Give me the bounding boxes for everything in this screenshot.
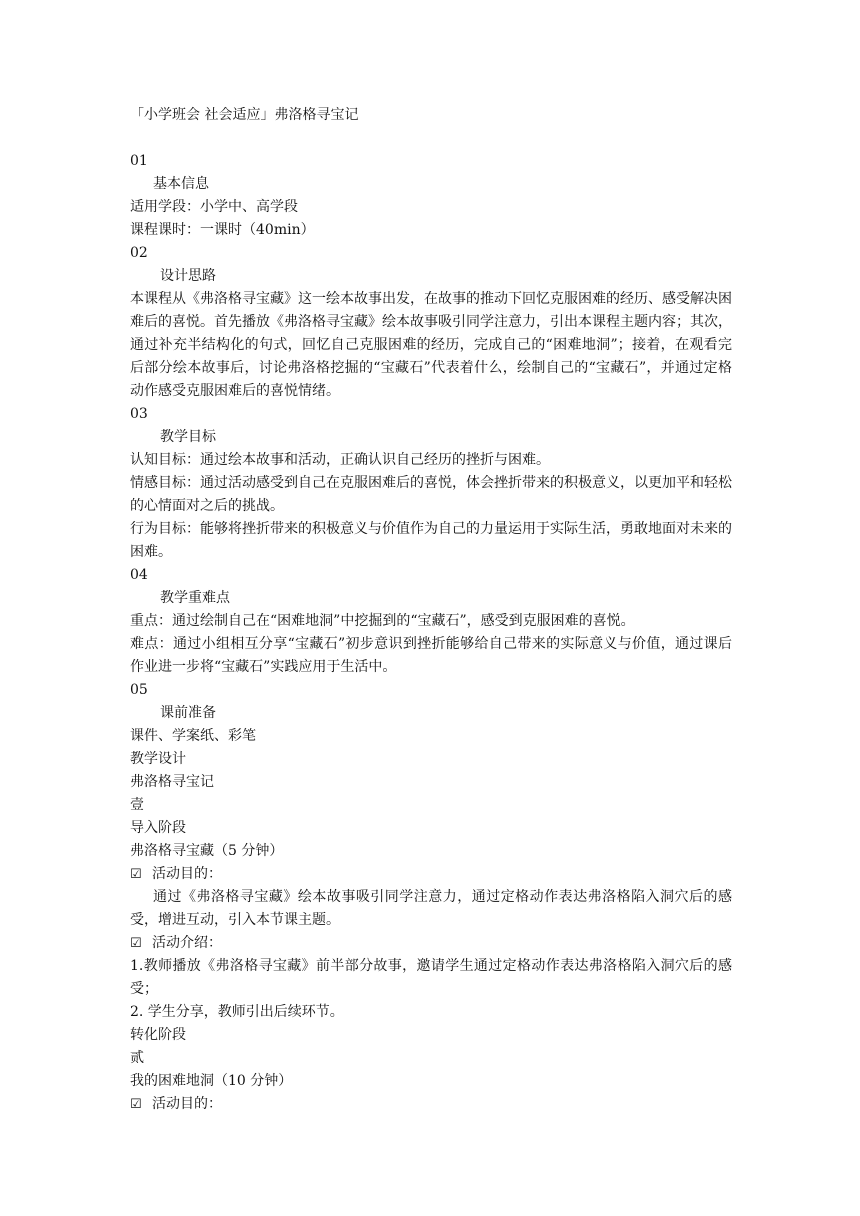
stage-2-activity: 我的困难地洞（10 分钟）	[130, 1073, 293, 1089]
stage-2-number: 贰	[130, 1050, 144, 1066]
stage-1-step-2: 2. 学生分享，教师引出后续环节。	[130, 1004, 344, 1020]
section-05-materials: 课件、学案纸、彩笔	[130, 728, 256, 744]
section-04-difficult-point: 难点：通过小组相互分享“宝藏石”初步意识到挫折能够给自己带来的实际意义与价值，通过课后作业进一步将“宝藏石”实践应用于生活中。	[130, 636, 732, 675]
section-03-number: 03	[130, 406, 148, 422]
section-01-line-2: 课程课时：一课时（40min）	[130, 222, 315, 238]
section-03-behavior-goal: 行为目标：能够将挫折带来的积极意义与价值作为自己的力量运用于实际生活，勇敢地面对未来的困难。	[130, 521, 732, 560]
section-03-cognitive-goal: 认知目标：通过绘本故事和活动，正确认识自己经历的挫折与困难。	[130, 452, 550, 468]
section-04-heading: 教学重难点	[160, 590, 230, 606]
section-01-heading: 基本信息	[153, 176, 209, 192]
section-03-heading: 教学目标	[160, 429, 216, 445]
stage-2-purpose-label-row	[130, 1093, 732, 1116]
section-02-heading: 设计思路	[160, 268, 216, 284]
section-02-number: 02	[130, 245, 148, 261]
stage-1-purpose-label: 活动目的：	[152, 866, 222, 882]
stage-2-purpose-label: 活动目的：	[152, 1096, 222, 1112]
stage-1-purpose: 通过《弗洛格寻宝藏》绘本故事吸引同学注意力，通过定格动作表达弗洛格陷入洞穴后的感受，增进互动，引入本节课主题。	[130, 889, 732, 928]
checkbox-icon: ☑	[130, 866, 142, 882]
design-label: 教学设计	[130, 751, 186, 767]
checkbox-icon: ☑	[130, 935, 142, 951]
stage-2-name: 转化阶段	[130, 1027, 186, 1043]
section-04-key-point: 重点：通过绘制自己在“困难地洞”中挖掘到的“宝藏石”，感受到克服困难的喜悦。	[130, 613, 635, 629]
section-03-emotional-goal: 情感目标：通过活动感受到自己在克服困难后的喜悦，体会挫折带来的积极意义，以更加平和轻松的心情面对之后的挑战。	[130, 475, 732, 514]
stage-1-step-1: 1.教师播放《弗洛格寻宝藏》前半部分故事，邀请学生通过定格动作表达弗洛格陷入洞穴后的感受；	[130, 958, 732, 997]
checkbox-icon: ☑	[130, 1096, 142, 1112]
stage-1-name: 导入阶段	[130, 820, 186, 836]
section-05-number: 05	[130, 682, 148, 698]
stage-1-number: 壹	[130, 797, 144, 813]
stage-1-intro-label: 活动介绍：	[152, 935, 222, 951]
stage-1-purpose-label-row	[130, 863, 732, 886]
section-02-paragraph: 本课程从《弗洛格寻宝藏》这一绘本故事出发，在故事的推动下回忆克服困难的经历、感受解决困难后的喜悦。首先播放《弗洛格寻宝藏》绘本故事吸引同学注意力，引出本课程主题内容；其次，通过补充半结构化的句式，回忆自己克服困难的经历，完成自己的“困难地洞”；接着，在观看完后部分绘本故事后，讨论弗洛格挖掘的“宝藏石”代表着什么，绘制自己的“宝藏石”，并通过定格动作感受克服困难后的喜悦情绪。	[130, 291, 732, 399]
section-05-heading: 课前准备	[160, 705, 216, 721]
stage-1-intro-label-row	[130, 932, 732, 955]
section-01-number: 01	[130, 153, 148, 169]
section-04-number: 04	[130, 567, 148, 583]
document-title: 「小学班会 社会适应」弗洛格寻宝记	[130, 107, 359, 123]
stage-1-activity: 弗洛格寻宝藏（5 分钟）	[130, 843, 284, 859]
section-01-line-1: 适用学段：小学中、高学段	[130, 199, 298, 215]
document-page	[130, 104, 732, 1116]
design-subtitle: 弗洛格寻宝记	[130, 774, 214, 790]
